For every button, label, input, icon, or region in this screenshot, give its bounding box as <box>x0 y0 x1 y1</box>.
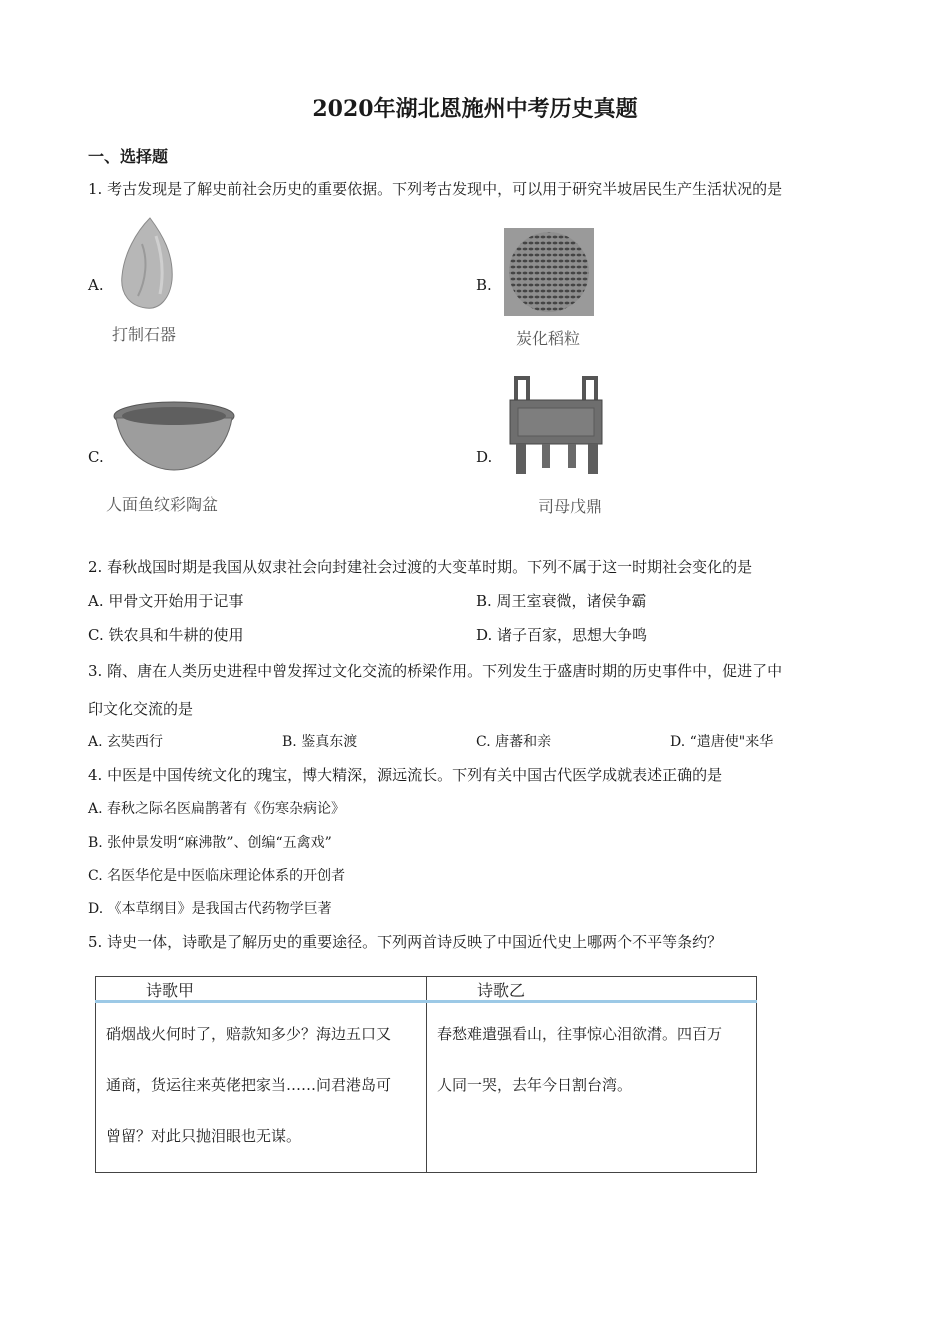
q4-option-d: D. 《本草纲目》是我国古代药物学巨著 <box>88 901 332 917</box>
q3-option-a: A. 玄奘西行 <box>88 734 164 750</box>
q4-option-c: C. 名医华佗是中医临床理论体系的开创者 <box>88 868 346 884</box>
poem-a-cell <box>96 1003 427 1173</box>
table-selection-line <box>95 1000 757 1003</box>
question-5-stem: 5. 诗史一体，诗歌是了解历史的重要途径。下列两首诗反映了中国近代史上哪两个不平等条约？ <box>88 933 723 951</box>
poem-b-line-2: 人同一哭，去年今日割台湾。 <box>437 1076 633 1094</box>
stone-tool-image <box>112 214 182 314</box>
q2-option-a: A. 甲骨文开始用于记事 <box>88 592 244 610</box>
bronze-ding-image <box>506 376 606 476</box>
q2-option-b: B. 周王室衰微，诸侯争霸 <box>476 592 647 610</box>
q1-option-c-caption: 人面鱼纹彩陶盆 <box>106 495 219 514</box>
poem-a-line-2: 通商，货运往来英佬把家当……问君港岛可 <box>106 1076 392 1094</box>
q3-option-d: D. “遣唐使"来华 <box>670 734 774 750</box>
q1-option-c-label: C. <box>88 448 104 466</box>
q2-option-d: D. 诸子百家，思想大争鸣 <box>476 626 648 644</box>
q4-option-b: B. 张仲景发明“麻沸散”、创编“五禽戏” <box>88 835 332 851</box>
question-2-stem: 2. 春秋战国时期是我国从奴隶社会向封建社会过渡的大变革时期。下列不属于这一时期社会变化的是 <box>88 558 753 576</box>
poems-table <box>95 976 757 1173</box>
q1-option-d-caption: 司母戊鼎 <box>538 497 603 516</box>
q2-option-c: C. 铁农具和牛耕的使用 <box>88 626 244 644</box>
question-3-stem-line2: 印文化交流的是 <box>88 700 194 718</box>
question-3-stem-line1: 3. 隋、唐在人类历史进程中曾发挥过文化交流的桥梁作用。下列发生于盛唐时期的历史事件中，促进了中 <box>88 662 783 680</box>
poem-b-line-1: 春愁难遣强看山，往事惊心泪欲潸。四百万 <box>437 1025 723 1043</box>
q1-option-a-label: A. <box>88 276 104 294</box>
q4-option-a: A. 春秋之际名医扁鹊著有《伤寒杂病论》 <box>88 801 346 817</box>
q1-option-a-caption: 打制石器 <box>112 325 177 344</box>
q1-option-b-label: B. <box>476 276 492 294</box>
page-title: 2020年湖北恩施州中考历史真题 <box>312 96 638 122</box>
poem-a-line-1: 硝烟战火何时了，赔款知多少？海边五口又 <box>106 1025 392 1043</box>
q1-option-b-caption: 炭化稻粒 <box>516 329 581 348</box>
q1-option-d-label: D. <box>476 448 493 466</box>
carbonized-rice-image <box>504 228 594 316</box>
poem-b-cell <box>427 1003 757 1173</box>
question-1-stem: 1. 考古发现是了解史前社会历史的重要依据。下列考古发现中，可以用于研究半坡居民生产生活状况的是 <box>88 180 783 198</box>
q3-option-b: B. 鉴真东渡 <box>282 734 358 750</box>
q3-option-c: C. 唐蕃和亲 <box>476 734 552 750</box>
poem-a-line-3: 曾留？对此只抛泪眼也无谋。 <box>106 1127 302 1145</box>
painted-pottery-basin-image <box>112 398 236 474</box>
section-heading: 一、选择题 <box>88 147 169 166</box>
poem-a-title: 诗歌甲 <box>96 977 427 1003</box>
poem-b-title: 诗歌乙 <box>427 977 757 1003</box>
question-4-stem: 4. 中医是中国传统文化的瑰宝，博大精深，源远流长。下列有关中国古代医学成就表述正确的是 <box>88 766 723 784</box>
